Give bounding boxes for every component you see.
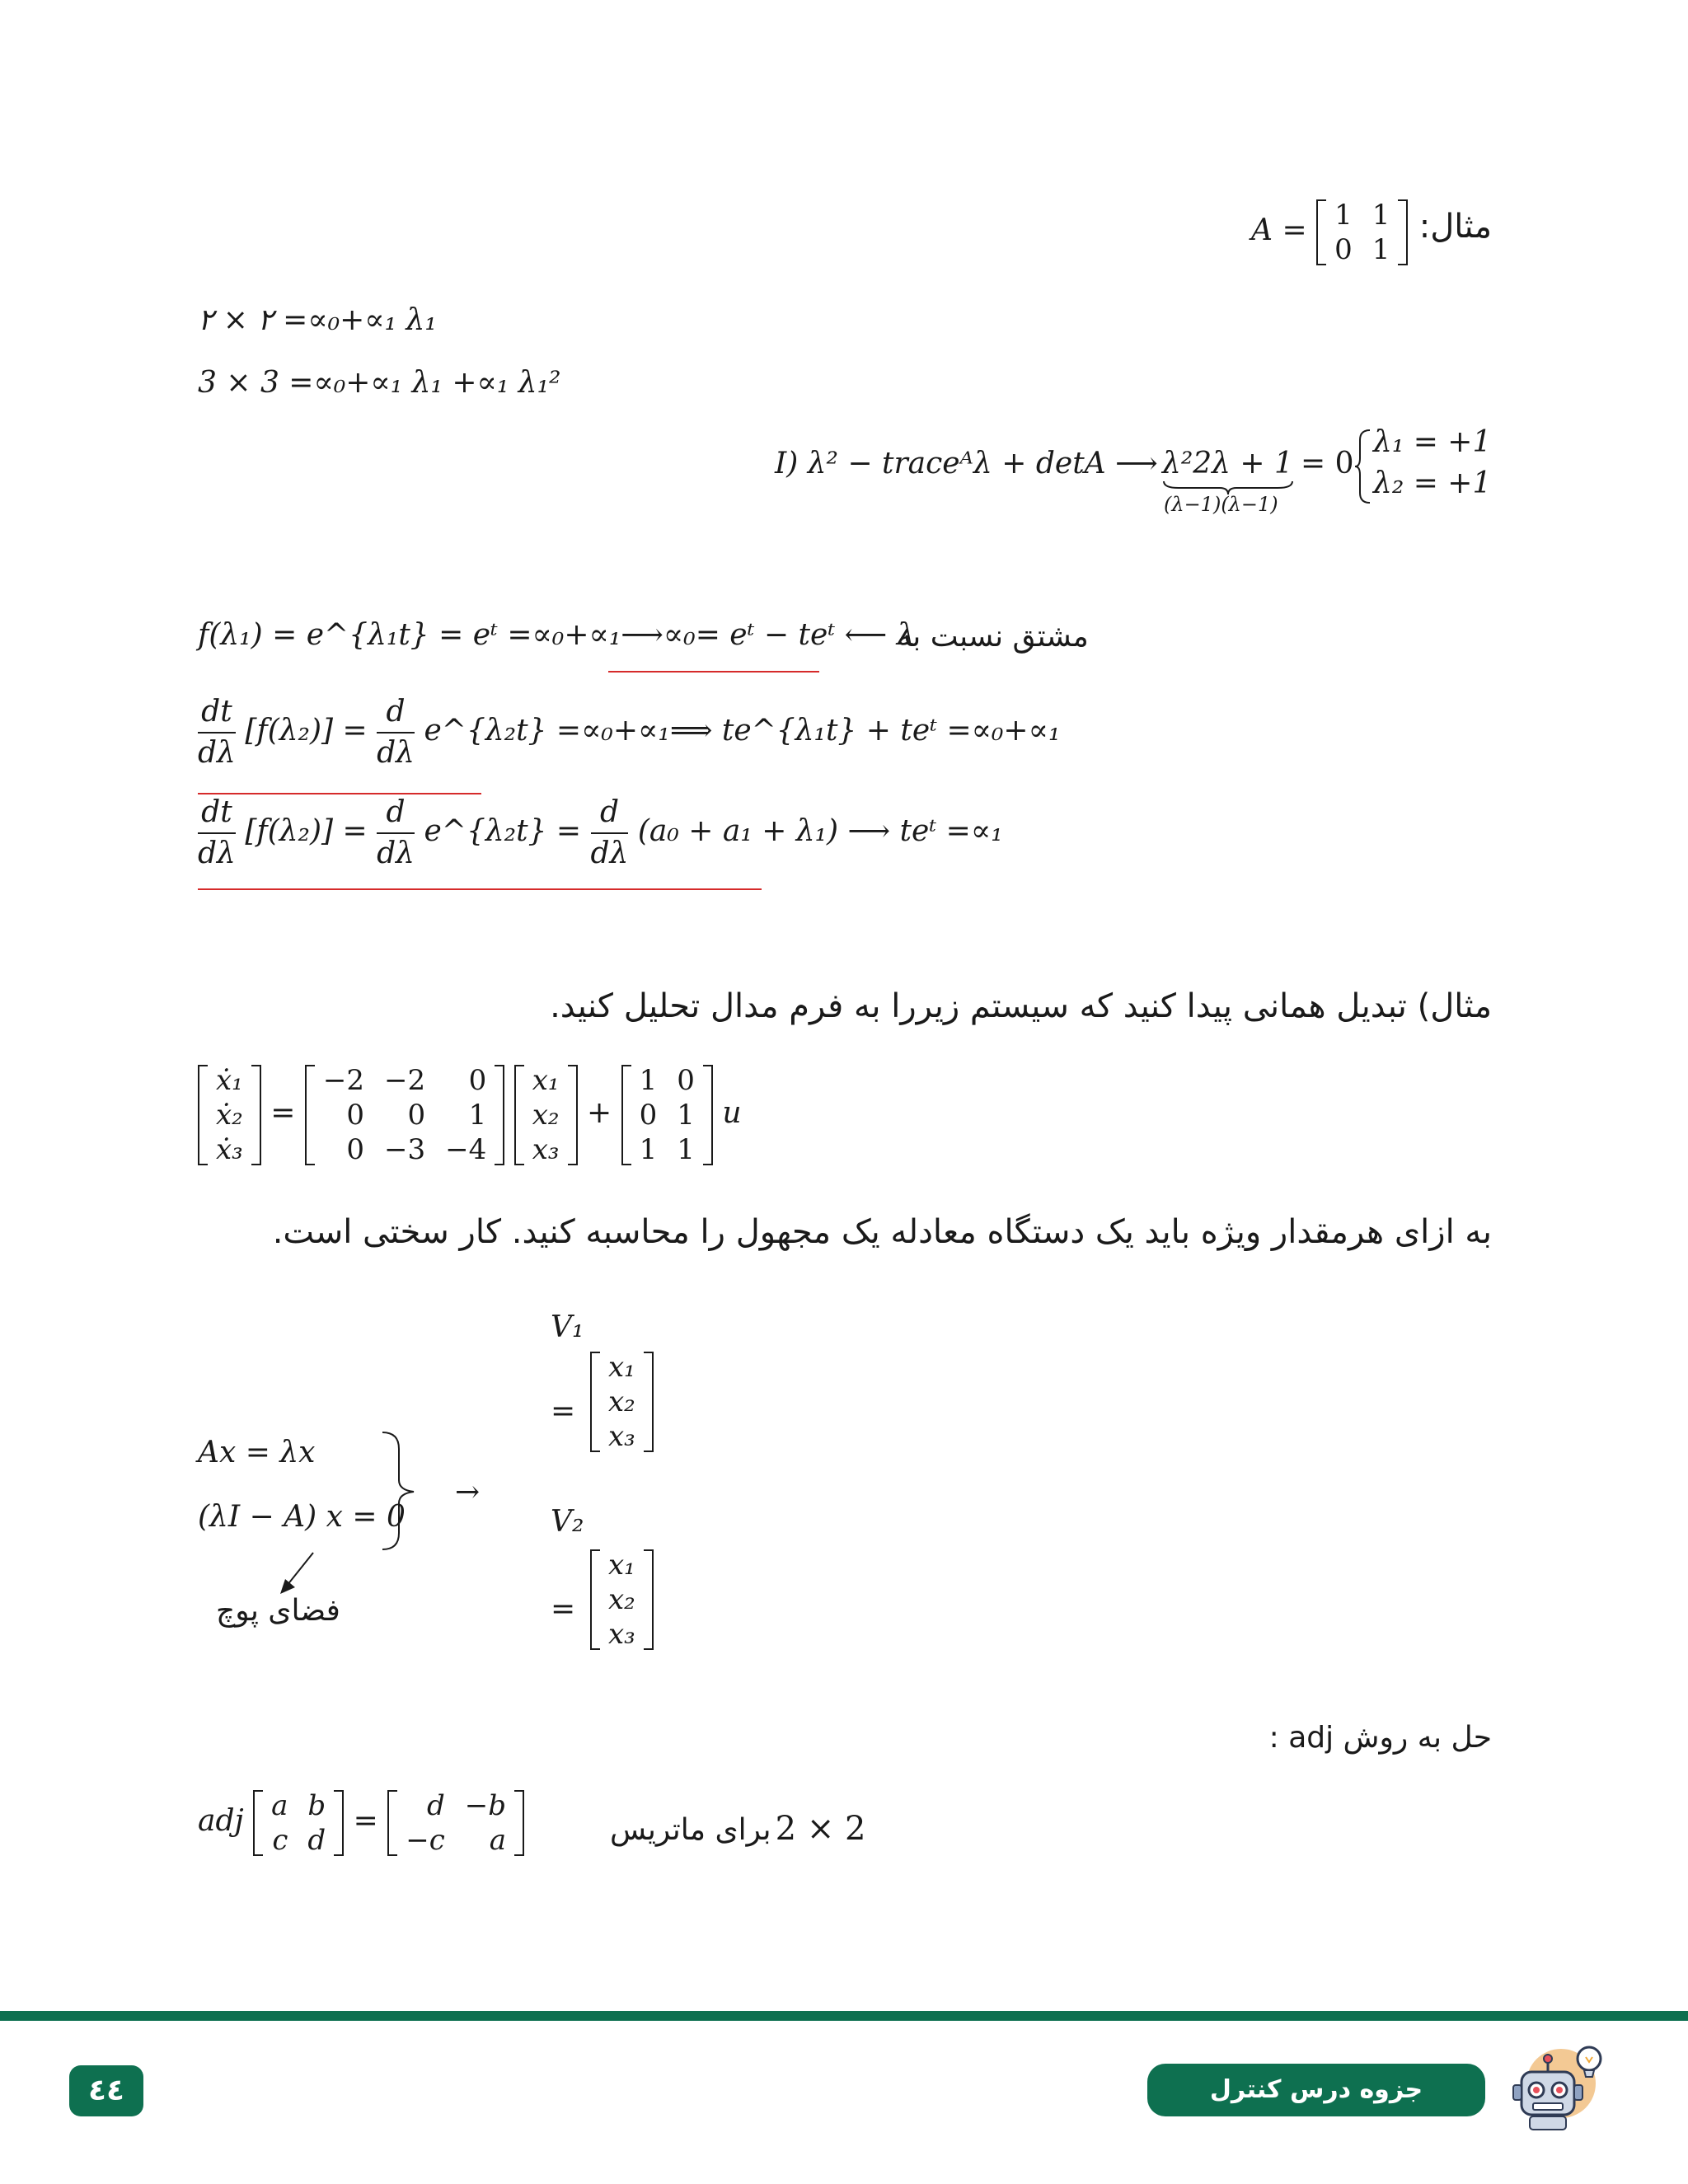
matrix-cell: 1	[677, 1133, 695, 1166]
v1-vector	[590, 1350, 654, 1454]
matrix-cell: −3	[384, 1133, 426, 1166]
vector-cell: x₃	[532, 1133, 560, 1166]
matrix-cell: 1	[639, 1133, 658, 1166]
state-equation: ẋ₁ ẋ₂ ẋ₃ = −2 −2 0 0 0 1 0 −3 −4 x₁ x₂ x₃ + 1 0 0 1 1 1 u	[198, 1063, 742, 1167]
footer-bar	[0, 2011, 1688, 2021]
matrix-cell: a	[489, 1824, 507, 1857]
matrix-cell: 0	[407, 1099, 426, 1132]
vector-cell: ẋ₂	[216, 1099, 243, 1132]
matrix-cell: 1	[677, 1099, 695, 1132]
underline-1	[608, 671, 819, 673]
char-eq-prefix: I) λ² − traceᴬλ + detA ⟶	[775, 447, 1158, 480]
pointer-arrow-icon	[277, 1549, 318, 1596]
example1-lhs: A =	[1251, 213, 1307, 247]
v2-label: V₂	[551, 1505, 584, 1539]
book-title-badge: جزوه درس کنترل	[1147, 2064, 1485, 2116]
matrix-cell: 0	[346, 1099, 365, 1132]
vector-cell: x₃	[608, 1618, 635, 1651]
matrix-cell: 0	[468, 1064, 487, 1097]
bracket-expr: [f(λ₂)] =	[245, 714, 368, 748]
example1-label: مثال:	[1418, 208, 1492, 246]
matrix-cell: a	[271, 1789, 288, 1822]
root-2: λ₂ = +1	[1373, 466, 1492, 500]
matrix-cell: −2	[322, 1064, 365, 1097]
example1-equation	[1251, 198, 1408, 267]
matrix-cell: c	[272, 1824, 288, 1857]
adj-label: adj	[198, 1804, 244, 1838]
x-vector	[514, 1063, 578, 1167]
frac-den: dλ	[377, 736, 415, 770]
v2-equals: =	[551, 1592, 576, 1626]
adj-heading: حل به روش adj :	[1268, 1721, 1492, 1755]
null-space-label: فضای پوچ	[216, 1594, 340, 1628]
example2-note: به ازای هرمقدار ویژه باید یک دستگاه معادله یک مجهول را محاسبه کنید. کار سختی است.	[272, 1213, 1492, 1251]
left-brace-icon	[1353, 429, 1372, 504]
derivation-line-2-rest: e^{λ₂t} =∝₀+∝₁⟹ te^{λ₁t} + teᵗ =∝₀+∝₁	[424, 714, 1061, 748]
matrix-cell: −4	[445, 1133, 487, 1166]
v1-equals: =	[551, 1394, 576, 1428]
frac-den: dλ	[377, 837, 415, 870]
xdot-vector	[198, 1063, 261, 1167]
robot-logo-icon	[1497, 2042, 1612, 2133]
example2-title: مثال) تبدیل همانی پیدا کنید که سیستم زیررا به فرم مدال تحلیل کنید.	[550, 987, 1492, 1025]
v2-vector-wrap	[590, 1548, 654, 1652]
vector-cell: ẋ₁	[216, 1064, 243, 1097]
char-eq-factor: (λ−1)(λ−1)	[1164, 493, 1278, 516]
frac-num: d	[377, 692, 415, 733]
adj-caption-fa: برای ماتریس	[610, 1813, 771, 1847]
matrix-B	[621, 1063, 713, 1167]
derivation-line-1: f(λ₁) = e^{λ₁t} = eᵗ =∝₀+∝₁⟶∝₀= eᵗ − teᵗ ⟵ λ	[198, 618, 916, 652]
matrix-cell: −c	[406, 1824, 445, 1857]
matrix-cell: −2	[384, 1064, 426, 1097]
eigen-eq-2: (λI − A) x = 0	[198, 1500, 406, 1534]
frac-num: d	[377, 793, 415, 834]
case-2x2: ۲ × ۲ =∝₀+∝₁ λ₁	[198, 303, 437, 337]
matrix-cell: 0	[639, 1099, 658, 1132]
matrix-A2	[305, 1063, 504, 1167]
matrix-A	[1316, 198, 1408, 267]
frac-den: dλ	[590, 837, 629, 870]
char-eq-poly: λ²2λ + 1	[1162, 447, 1293, 480]
matrix-cell: b	[307, 1789, 326, 1822]
matrix-cell: 0	[677, 1064, 695, 1097]
adj-matrix-1	[253, 1788, 344, 1858]
frac-num: dt	[198, 793, 236, 834]
adj-matrix-2	[387, 1788, 524, 1858]
underline-3	[198, 888, 762, 890]
derivation-line-3	[198, 793, 1003, 874]
matrix-cell: 0	[346, 1133, 365, 1166]
input-u: u	[722, 1096, 742, 1130]
right-brace-icon	[381, 1429, 419, 1553]
matrix-cell: 1	[639, 1064, 658, 1097]
adj-formula: adj a b c d = d −b −c a	[198, 1788, 524, 1858]
derivation-line-2	[198, 692, 1060, 773]
vector-cell: x₃	[608, 1420, 635, 1453]
matrix-cell: 1	[1334, 199, 1353, 232]
matrix-cell: 1	[468, 1099, 487, 1132]
matrix-cell: d	[427, 1789, 445, 1822]
derivation-line-3-rest: (a₀ + a₁ + λ₁) ⟶ teᵗ =∝₁	[637, 814, 1003, 848]
derivation-line-3-mid: e^{λ₂t} =	[424, 814, 582, 848]
matrix-cell: 1	[1372, 233, 1390, 266]
root-1: λ₁ = +1	[1373, 425, 1492, 459]
case-3x3: 3 × 3 =∝₀+∝₁ λ₁ +∝₁ λ₁²	[198, 366, 561, 400]
frac-den: dλ	[198, 837, 236, 870]
matrix-cell: −b	[464, 1789, 507, 1822]
vector-cell: x₂	[532, 1099, 560, 1132]
v1-vector-wrap	[590, 1350, 654, 1454]
adj-caption	[610, 1810, 866, 1848]
page-number: ٤٤	[69, 2065, 143, 2116]
vector-cell: x₁	[532, 1064, 560, 1097]
vector-cell: x₁	[608, 1351, 635, 1384]
vector-cell: ẋ₃	[216, 1133, 243, 1166]
vector-cell: x₁	[608, 1549, 635, 1582]
implies-arrow-icon: →	[455, 1475, 481, 1509]
v1-label: V₁	[551, 1310, 584, 1344]
derivation-line-1-fa: مشتق نسبت به	[897, 620, 1089, 654]
adj-caption-dim: 2 × 2	[775, 1810, 866, 1848]
char-eq-equals: = 0	[1301, 447, 1354, 480]
eigen-eq-1: Ax = λx	[198, 1436, 316, 1469]
frac-den: dλ	[198, 736, 236, 770]
vector-cell: x₂	[608, 1385, 635, 1418]
matrix-cell: d	[307, 1824, 326, 1857]
frac-num: dt	[198, 692, 236, 733]
vector-cell: x₂	[608, 1583, 635, 1616]
v2-vector	[590, 1548, 654, 1652]
matrix-cell: 0	[1334, 233, 1353, 266]
matrix-cell: 1	[1372, 199, 1390, 232]
bracket-expr: [f(λ₂)] =	[245, 814, 368, 848]
frac-num: d	[591, 793, 629, 834]
